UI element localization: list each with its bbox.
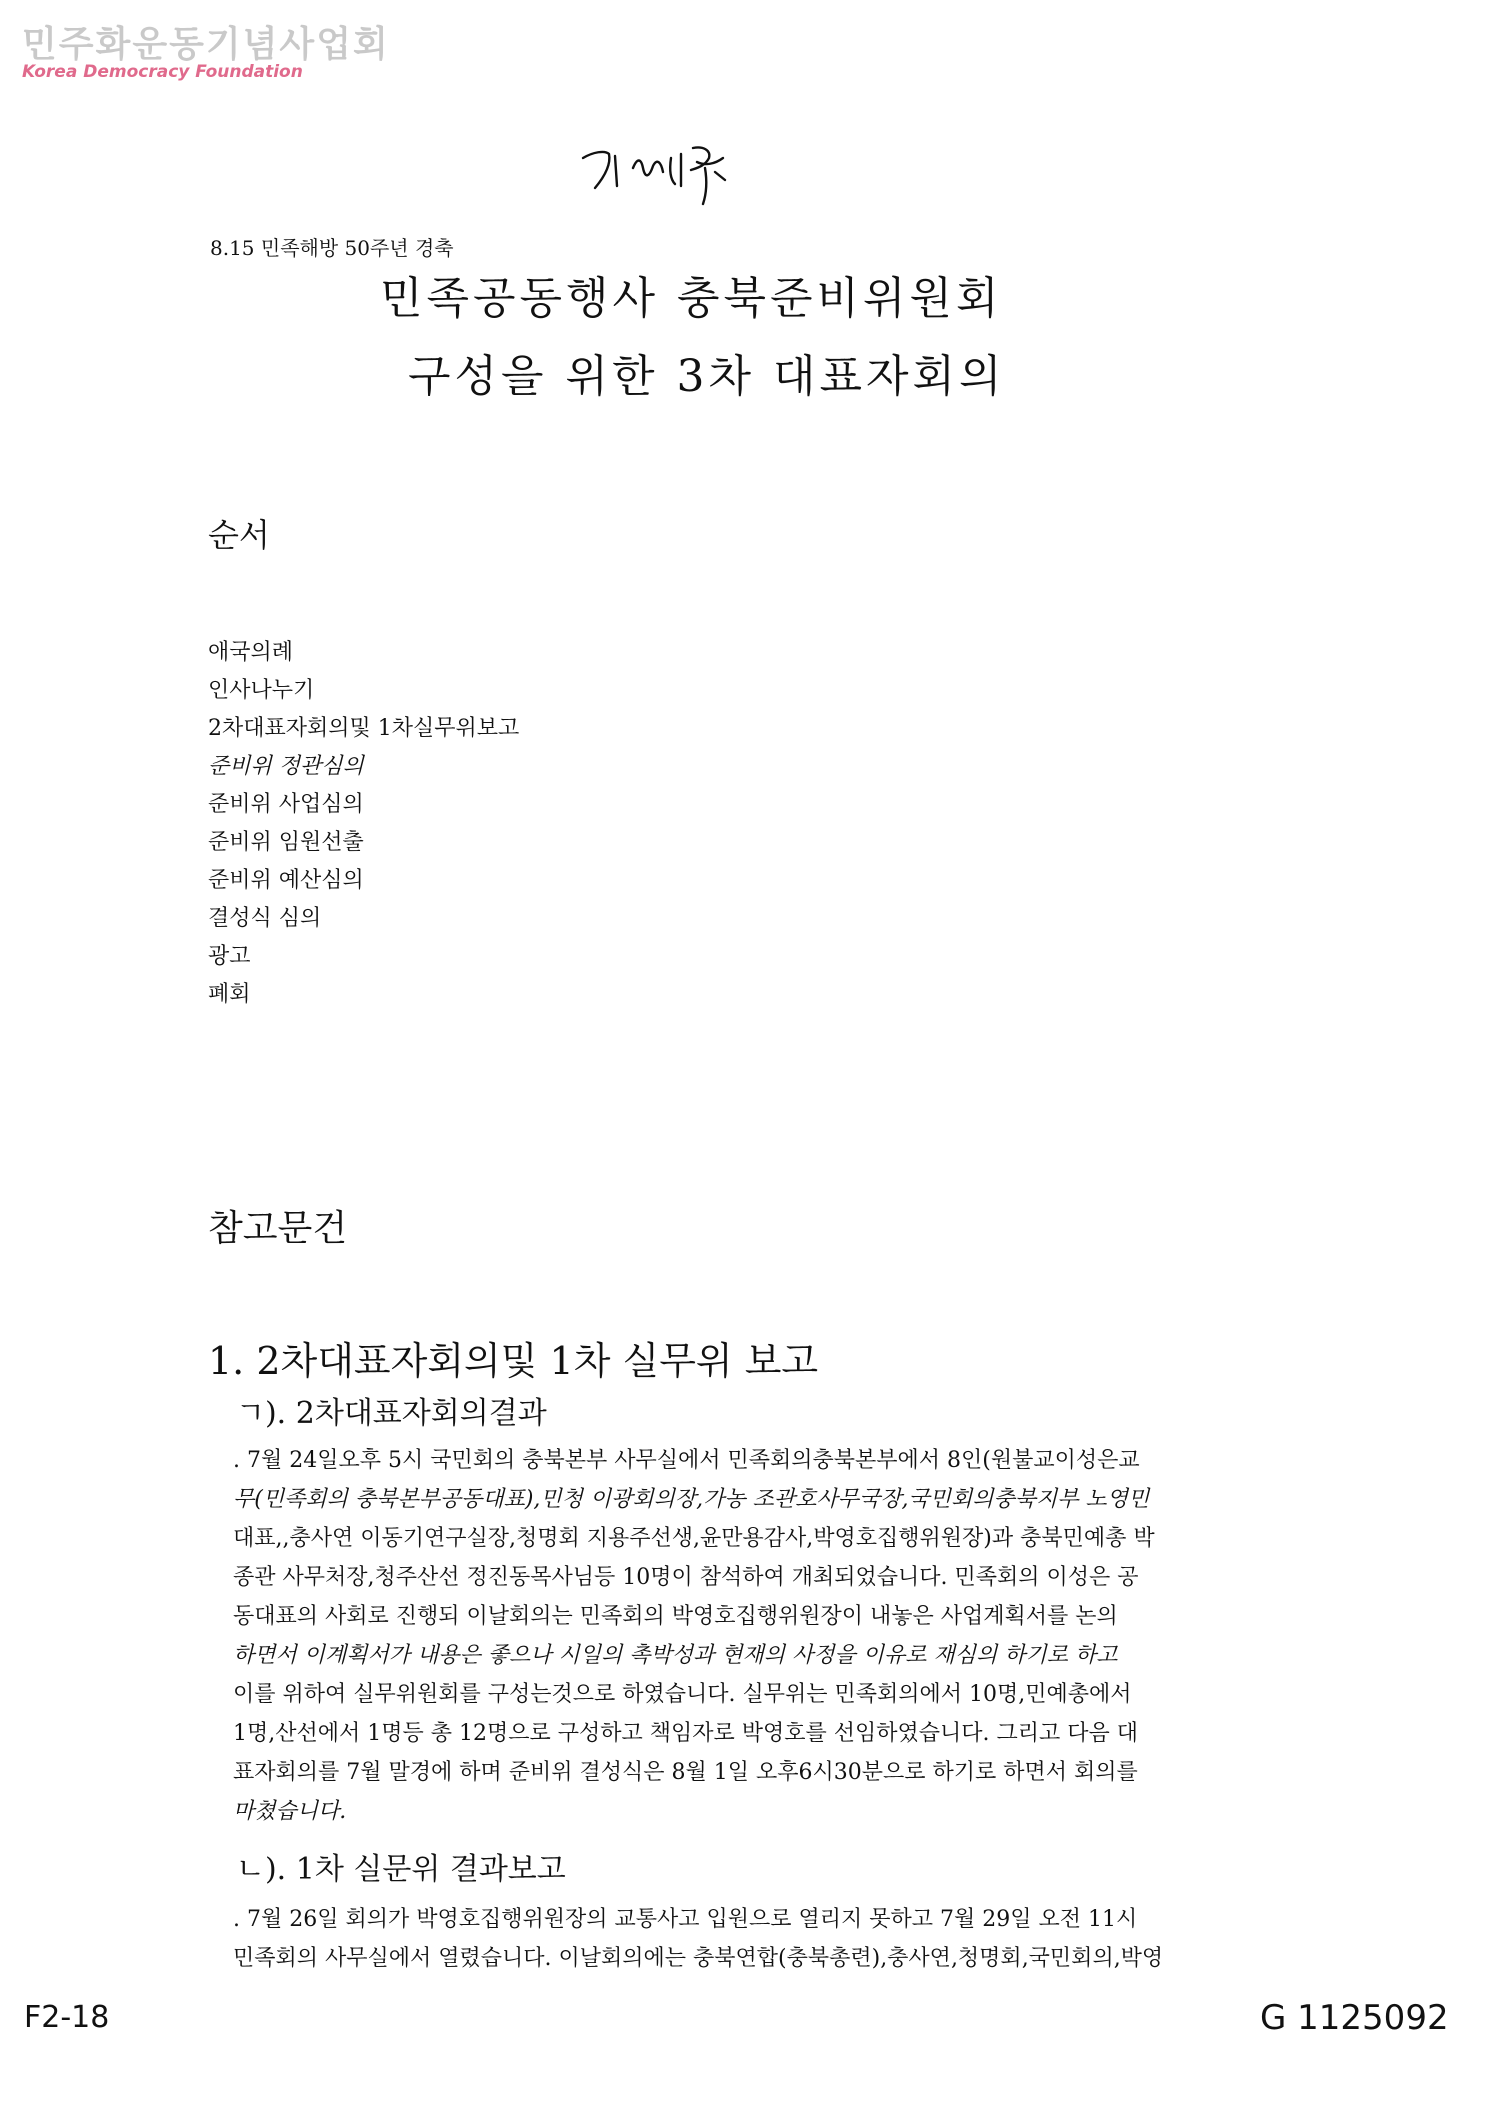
agenda-item: 인사나누기 — [208, 678, 315, 703]
subsection-a-paragraph — [233, 1441, 1333, 1831]
agenda-item: 준비위 사업심의 — [208, 792, 364, 817]
subsection-a-title: ㄱ). 2차대표자회의결과 — [236, 1396, 547, 1431]
agenda-list — [208, 634, 519, 1014]
paragraph-line: 하면서 이계획서가 내용은 좋으나 시일의 촉박성과 현재의 사정을 이유로 재심의 하기로 하고 — [233, 1643, 1118, 1668]
paragraph-line: 이를 위하여 실무위원회를 구성는것으로 하였습니다. 실무위는 민족회의에서 10명,민예총에서 — [233, 1682, 1132, 1707]
agenda-item: 결성식 심의 — [208, 906, 322, 931]
paragraph-line: 민족회의 사무실에서 열렸습니다. 이날회의에는 충북연합(충북총련),충사연,청명회,국민회의,박영 — [233, 1946, 1164, 1971]
subsection-b-title: ㄴ). 1차 실문위 결과보고 — [236, 1852, 566, 1887]
agenda-item: 준비위 정관심의 — [208, 754, 364, 779]
agenda-item: 애국의례 — [208, 640, 294, 665]
paragraph-line: . 7월 24일오후 5시 국민회의 충북본부 사무실에서 민족회의충북본부에서 8인(원불교이성은교 — [233, 1448, 1140, 1473]
handwritten-signature — [575, 128, 775, 208]
agenda-item: 준비위 임원선출 — [208, 830, 364, 855]
paragraph-line: 종관 사무처장,청주산선 정진동목사님등 10명이 참석하여 개최되었습니다. 민족회의 이성은 공 — [233, 1565, 1139, 1590]
foundation-logo-english: Korea Democracy Foundation — [22, 62, 303, 82]
document-title-line2: 구성을 위한 3차 대표자회의 — [408, 351, 1006, 402]
handwritten-archive-code: G 1125092 — [1260, 1998, 1449, 2038]
paragraph-line: 동대표의 사회로 진행되 이날회의는 민족회의 박영호집행위원장이 내놓은 사업계획서를 논의 — [233, 1604, 1118, 1629]
paragraph-line: 마쳤습니다. — [233, 1799, 347, 1824]
event-subtitle: 8.15 민족해방 50주년 경축 — [210, 236, 454, 260]
agenda-item: 2차대표자회의및 1차실무위보고 — [208, 716, 520, 741]
section-1-title: 1. 2차대표자회의및 1차 실무위 보고 — [208, 1339, 819, 1383]
paragraph-line: 표자회의를 7월 말경에 하며 준비위 결성식은 8월 1일 오후6시30분으로 하기로 하면서 회의를 — [233, 1760, 1138, 1785]
paragraph-line: 1명,산선에서 1명등 총 12명으로 구성하고 책임자로 박영호를 선임하였습니다. 그리고 다음 대 — [233, 1721, 1138, 1746]
foundation-logo-korean: 민주화운동기념사업회 — [22, 24, 390, 65]
paragraph-line: 무(민족회의 충북본부공동대표),민청 이광회의장,가농 조관호사무국장,국민회의충북지부 노영민 — [233, 1487, 1150, 1512]
order-heading: 순서 — [208, 516, 270, 554]
agenda-item: 준비위 예산심의 — [208, 868, 364, 893]
handwritten-file-code: F2-18 — [24, 2000, 110, 2035]
paragraph-line: 대표,,충사연 이동기연구실장,청명회 지용주선생,윤만용감사,박영호집행위원장)과 충북민예총 박 — [233, 1526, 1155, 1551]
document-title-line1: 민족공동행사 충북준비위원회 — [380, 273, 1003, 324]
subsection-b-paragraph — [233, 1900, 1333, 1978]
paragraph-line: . 7월 26일 회의가 박영호집행위원장의 교통사고 입원으로 열리지 못하고 7월 29일 오전 11시 — [233, 1907, 1138, 1932]
agenda-item: 폐회 — [208, 982, 251, 1007]
agenda-item: 광고 — [208, 944, 251, 969]
reference-heading: 참고문건 — [208, 1208, 348, 1249]
